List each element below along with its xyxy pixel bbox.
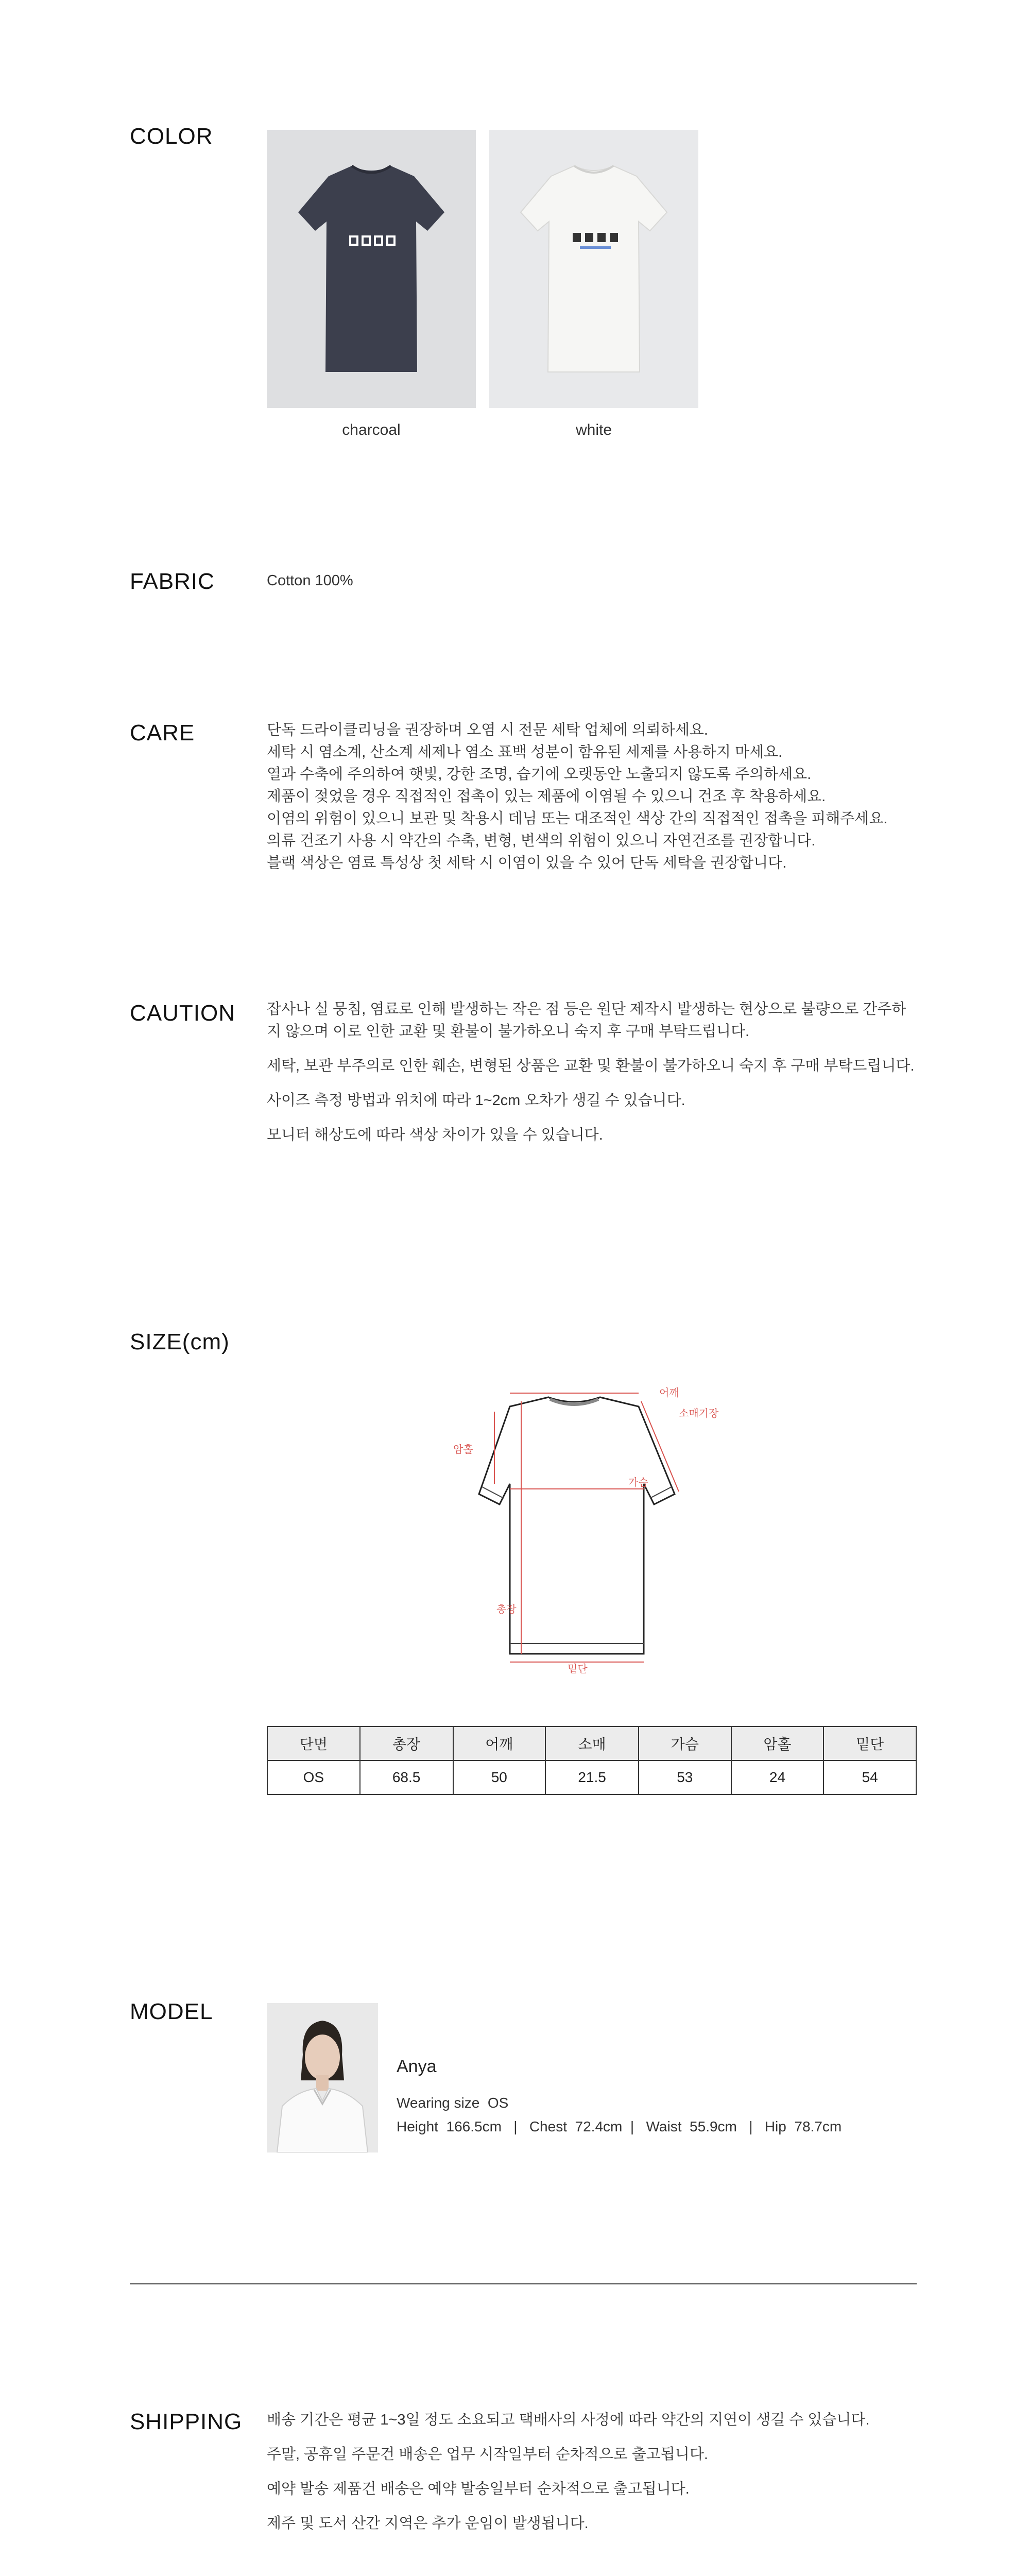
size-table-header: 소매 — [545, 1726, 639, 1760]
charcoal-tshirt-icon — [267, 130, 476, 408]
diagram-label-chest: 가슴 — [628, 1476, 648, 1488]
diagram-label-hem: 밑단 — [568, 1663, 588, 1674]
care-line: 제품이 젖었을 경우 직접적인 접촉이 있는 제품에 이염될 수 있으니 건조 후 착용하세요. — [267, 788, 826, 805]
shipping-text — [267, 2409, 916, 2547]
model-portrait-icon — [267, 2003, 378, 2153]
color-label: COLOR — [130, 124, 213, 149]
caution-text — [267, 998, 916, 1159]
shipping-label: SHIPPING — [130, 2409, 243, 2434]
diagram-label-sleeve: 소매기장 — [679, 1407, 719, 1419]
size-table-header: 단면 — [267, 1726, 360, 1760]
model-label: MODEL — [130, 1999, 213, 2024]
color-option-charcoal: charcoal — [342, 421, 401, 438]
charcoal-shirt-image — [267, 130, 476, 408]
caution-paragraph: 잡사나 실 뭉침, 염료로 인해 발생하는 작은 점 등은 원단 제작시 발생하는 현상으로 불량으로 간주하지 않으며 이로 인한 교환 및 환불이 불가하오니 숙지 후 구매 부탁드립니다. — [267, 1001, 906, 1040]
size-diagram — [433, 1386, 721, 1674]
caution-label: CAUTION — [130, 1001, 235, 1026]
shipping-paragraph: 배송 기간은 평균 1~3일 정도 소요되고 택배사의 사정에 따라 약간의 지연이 생길 수 있습니다. — [267, 2412, 870, 2428]
model-wearing-size: Wearing size OS — [397, 2095, 509, 2111]
size-table-header: 어깨 — [453, 1726, 546, 1760]
size-table-cell: OS — [267, 1760, 360, 1794]
color-option-white: white — [575, 421, 612, 438]
care-line: 블랙 색상은 염료 특성상 첫 세탁 시 이염이 있을 수 있어 단독 세탁을 권장합니다. — [267, 855, 787, 871]
size-table-cell: 24 — [731, 1760, 824, 1794]
white-shirt-image — [489, 130, 698, 408]
care-line: 단독 드라이클리닝을 권장하며 오염 시 전문 세탁 업체에 의뢰하세요. — [267, 722, 708, 738]
fabric-label: FABRIC — [130, 569, 215, 594]
care-line: 열과 수축에 주의하여 햇빛, 강한 조명, 습기에 오랫동안 노출되지 않도록 주의하세요. — [267, 766, 812, 783]
diagram-label-shoulder: 어깨 — [659, 1386, 679, 1399]
care-line: 이염의 위험이 있으니 보관 및 착용시 데님 또는 대조적인 색상 간의 직접적인 접촉을 피해주세요. — [267, 810, 888, 827]
white-tshirt-icon — [489, 130, 698, 408]
size-table-cell: 54 — [823, 1760, 916, 1794]
caution-paragraph: 사이즈 측정 방법과 위치에 따라 1~2cm 오차가 생길 수 있습니다. — [267, 1092, 685, 1109]
section-divider — [130, 2283, 917, 2284]
size-table-header: 암홀 — [731, 1726, 824, 1760]
size-label: SIZE(cm) — [130, 1329, 230, 1354]
model-photo — [267, 2003, 378, 2153]
size-table-cell: 21.5 — [545, 1760, 639, 1794]
size-table-header: 가슴 — [639, 1726, 731, 1760]
care-label: CARE — [130, 720, 195, 745]
size-table — [267, 1726, 917, 1795]
model-name: Anya — [397, 2057, 437, 2076]
caution-paragraph: 모니터 해상도에 따라 색상 차이가 있을 수 있습니다. — [267, 1127, 603, 1143]
size-table-cell: 53 — [639, 1760, 731, 1794]
model-measurements: Height 166.5cm | Chest 72.4cm | Waist 55.9cm | Hip 78.7cm — [397, 2119, 842, 2134]
shipping-paragraph: 주말, 공휴일 주문건 배송은 업무 시작일부터 순차적으로 출고됩니다. — [267, 2446, 708, 2463]
care-text — [267, 719, 916, 874]
size-table-header: 밑단 — [823, 1726, 916, 1760]
size-table-cell: 50 — [453, 1760, 546, 1794]
diagram-label-length: 총장 — [496, 1603, 517, 1615]
shipping-paragraph: 예약 발송 제품건 배송은 예약 발송일부터 순차적으로 출고됩니다. — [267, 2481, 690, 2497]
size-table-cell: 68.5 — [360, 1760, 453, 1794]
size-table-header-row — [267, 1726, 916, 1760]
shipping-paragraph: 제주 및 도서 산간 지역은 추가 운임이 발생됩니다. — [267, 2515, 589, 2532]
care-line: 세탁 시 염소계, 산소계 세제나 염소 표백 성분이 함유된 세제를 사용하지 마세요. — [267, 744, 783, 760]
tshirt-outline-icon — [479, 1397, 675, 1654]
caution-paragraph: 세탁, 보관 부주의로 인한 훼손, 변형된 상품은 교환 및 환불이 불가하오니 숙지 후 구매 부탁드립니다. — [267, 1058, 915, 1074]
care-line: 의류 건조기 사용 시 약간의 수축, 변형, 변색의 위험이 있으니 자연건조를 권장합니다. — [267, 833, 816, 849]
size-table-row — [267, 1760, 916, 1794]
size-table-header: 총장 — [360, 1726, 453, 1760]
diagram-label-armhole: 암홀 — [453, 1443, 473, 1455]
fabric-value: Cotton 100% — [267, 572, 353, 589]
